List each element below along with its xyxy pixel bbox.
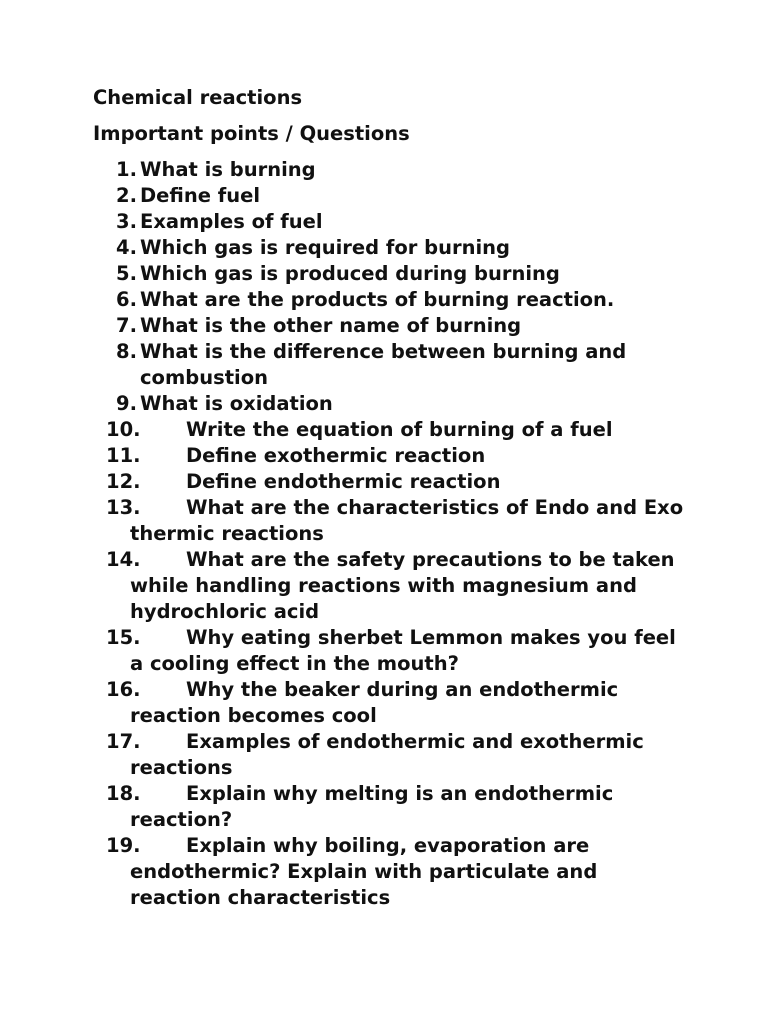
- question-item: [0, 833, 768, 911]
- question-text: Why the beaker during an endothermic reaction becomes cool: [130, 678, 619, 727]
- question-item: [0, 729, 768, 781]
- question-item: [0, 391, 768, 417]
- question-text: What are the characteristics of Endo and Exo thermic reactions: [130, 496, 684, 545]
- question-text: Why eating sherbet Lemmon makes you feel a cooling effect in the mouth?: [130, 626, 676, 675]
- question-number: 17.: [106, 730, 141, 753]
- question-item: [0, 313, 768, 339]
- question-number: 6.: [116, 288, 137, 311]
- question-number: 7.: [116, 314, 137, 337]
- question-number: 12.: [106, 470, 141, 493]
- question-text: Define exothermic reaction: [186, 444, 486, 467]
- question-text: What is the difference between burning and combustion: [140, 340, 627, 389]
- document-title: Chemical reactions: [93, 86, 303, 109]
- question-number: 1.: [116, 158, 137, 181]
- question-text: Write the equation of burning of a fuel: [186, 418, 613, 441]
- question-text: Which gas is required for burning: [140, 236, 511, 259]
- question-text: Explain why melting is an endothermic reaction?: [130, 782, 614, 831]
- question-text: What are the products of burning reaction.: [140, 288, 615, 311]
- question-text: Which gas is produced during burning: [140, 262, 560, 285]
- question-text: Define fuel: [140, 184, 261, 207]
- question-item: [0, 677, 768, 729]
- question-item: [0, 469, 768, 495]
- question-item: [0, 261, 768, 287]
- question-number: 2.: [116, 184, 137, 207]
- question-item: [0, 547, 768, 625]
- question-number: 4.: [116, 236, 137, 259]
- question-number: 11.: [106, 444, 141, 467]
- question-number: 5.: [116, 262, 137, 285]
- question-item: [0, 157, 768, 183]
- question-text: What are the safety precautions to be taken while handling reactions with magnesium and hydrochloric acid: [130, 548, 675, 623]
- question-number: 9.: [116, 392, 137, 415]
- question-item: [0, 625, 768, 677]
- question-number: 8.: [116, 340, 137, 363]
- question-text: Examples of endothermic and exothermic reactions: [130, 730, 644, 779]
- question-number: 16.: [106, 678, 141, 701]
- document-subtitle: Important points / Questions: [93, 122, 410, 145]
- question-number: 19.: [106, 834, 141, 857]
- question-item: [0, 443, 768, 469]
- question-text: What is oxidation: [140, 392, 333, 415]
- question-number: 3.: [116, 210, 137, 233]
- question-number: 10.: [106, 418, 141, 441]
- question-text: Examples of fuel: [140, 210, 323, 233]
- question-item: [0, 287, 768, 313]
- question-number: 15.: [106, 626, 141, 649]
- question-item: [0, 235, 768, 261]
- question-item: [0, 495, 768, 547]
- question-list: [0, 157, 768, 911]
- question-item: [0, 183, 768, 209]
- question-number: 18.: [106, 782, 141, 805]
- question-text: Define endothermic reaction: [186, 470, 501, 493]
- question-item: [0, 781, 768, 833]
- question-number: 14.: [106, 548, 141, 571]
- question-text: What is burning: [140, 158, 316, 181]
- question-item: [0, 417, 768, 443]
- question-number: 13.: [106, 496, 141, 519]
- question-item: [0, 339, 768, 391]
- question-item: [0, 209, 768, 235]
- question-text: What is the other name of burning: [140, 314, 522, 337]
- question-text: Explain why boiling, evaporation are endothermic? Explain with particulate and reaction characteristics: [130, 834, 598, 909]
